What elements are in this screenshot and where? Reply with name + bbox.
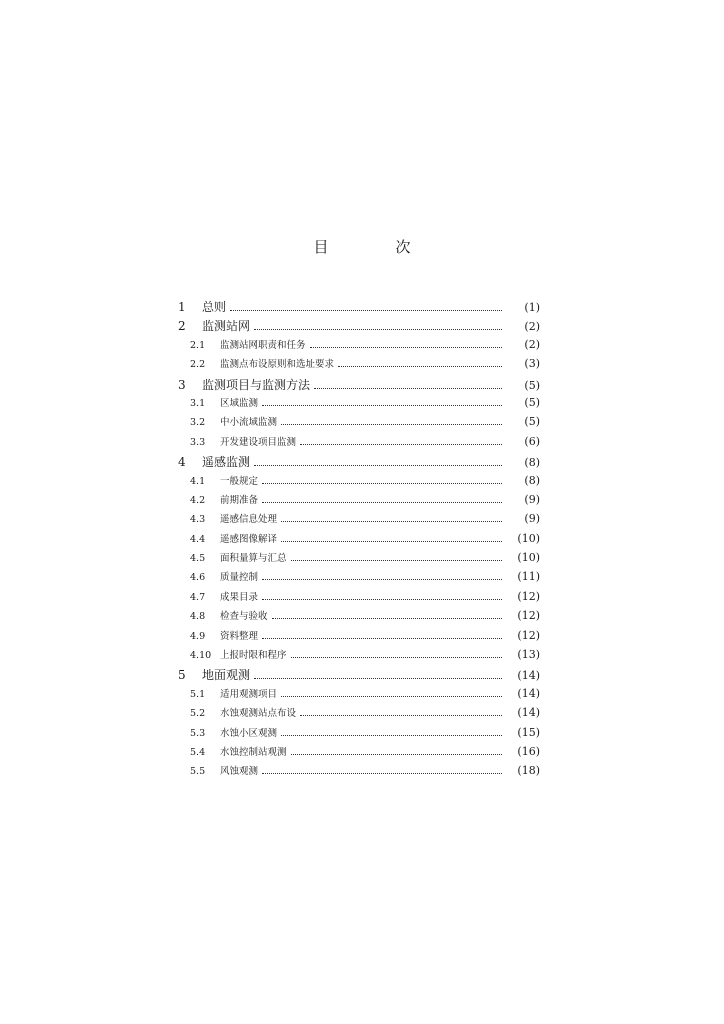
toc-entry[interactable] (178, 608, 540, 627)
toc-entry[interactable] (178, 647, 540, 666)
table-of-contents (178, 298, 540, 783)
toc-entry-label: 地面观测 (202, 668, 251, 683)
toc-entry-label: 监测站网 (202, 319, 251, 334)
toc-entry-page: (12) (517, 628, 540, 642)
toc-entry-label: 总则 (202, 300, 227, 314)
toc-dot-leader (281, 735, 502, 736)
toc-entry-label: 中小流域监测 (220, 417, 278, 429)
toc-entry-label: 监测项目与监测方法 (202, 377, 311, 392)
toc-entry-page: (5) (524, 378, 540, 392)
toc-entry-page: (5) (524, 415, 540, 429)
toc-dot-leader (300, 715, 502, 716)
toc-entry-page: (3) (524, 357, 540, 371)
toc-dot-leader (281, 696, 502, 697)
toc-dot-leader (262, 483, 502, 484)
toc-dot-leader (254, 678, 502, 679)
toc-entry-page: (14) (517, 686, 540, 700)
toc-entry-number: 4.10 (190, 650, 212, 662)
toc-entry-page: (2) (524, 320, 540, 334)
toc-entry-label: 适用观测项目 (220, 688, 278, 700)
toc-entry-label: 质量控制 (220, 572, 259, 584)
toc-entry-number: 3.1 (190, 397, 206, 409)
toc-entry-page: (10) (517, 551, 540, 565)
toc-entry-number: 4.1 (190, 475, 206, 487)
toc-entry-page: (10) (517, 531, 540, 545)
toc-dot-leader (291, 560, 502, 561)
toc-dot-leader (281, 521, 502, 522)
toc-entry-number: 5.5 (190, 766, 206, 778)
toc-entry[interactable] (178, 317, 540, 336)
toc-dot-leader (262, 599, 502, 600)
toc-entry-page: (8) (524, 473, 540, 487)
toc-entry-page: (16) (517, 744, 540, 758)
toc-entry[interactable] (178, 763, 540, 782)
toc-entry[interactable] (178, 705, 540, 724)
toc-entry[interactable] (178, 298, 540, 317)
toc-entry[interactable] (178, 686, 540, 705)
toc-entry[interactable] (178, 666, 540, 685)
toc-entry[interactable] (178, 511, 540, 530)
toc-entry-page: (11) (517, 570, 540, 584)
toc-entry-page: (9) (524, 512, 540, 526)
toc-entry[interactable] (178, 725, 540, 744)
toc-entry-number: 3 (178, 377, 186, 392)
toc-dot-leader (262, 579, 502, 580)
toc-entry-label: 监测站网职责和任务 (220, 339, 306, 351)
toc-entry-page: (6) (524, 434, 540, 448)
toc-entry-number: 2 (178, 319, 186, 334)
toc-dot-leader (300, 444, 502, 445)
toc-entry[interactable] (178, 744, 540, 763)
toc-entry-number: 4 (178, 455, 186, 470)
toc-entry-number: 4.3 (190, 514, 206, 526)
toc-entry-number: 3.3 (190, 436, 206, 448)
toc-entry-page: (9) (524, 492, 540, 506)
toc-entry-page: (18) (517, 764, 540, 778)
toc-entry-number: 4.5 (190, 553, 206, 565)
toc-entry-label: 前期准备 (220, 494, 259, 506)
toc-entry[interactable] (178, 434, 540, 453)
toc-entry-page: (15) (517, 725, 540, 739)
toc-dot-leader (310, 347, 502, 348)
toc-entry-number: 2.2 (190, 359, 206, 371)
toc-dot-leader (230, 310, 502, 311)
toc-entry[interactable] (178, 569, 540, 588)
toc-entry[interactable] (178, 395, 540, 414)
toc-entry-label: 检查与验收 (220, 611, 268, 623)
toc-entry-number: 5.2 (190, 708, 206, 720)
toc-entry-label: 风蚀观测 (220, 766, 259, 778)
toc-entry-page: (8) (524, 456, 540, 470)
toc-entry[interactable] (178, 531, 540, 550)
toc-entry-number: 5.4 (190, 746, 206, 758)
toc-dot-leader (262, 502, 502, 503)
toc-entry-label: 水蚀观测站点布设 (220, 708, 297, 720)
toc-entry-page: (5) (524, 395, 540, 409)
toc-entry-number: 4.6 (190, 572, 206, 584)
toc-entry-page: (12) (517, 589, 540, 603)
toc-entry-number: 5.3 (190, 727, 206, 739)
toc-dot-leader (262, 773, 502, 774)
toc-entry[interactable] (178, 376, 540, 395)
toc-entry[interactable] (178, 414, 540, 433)
toc-entry-label: 面积量算与汇总 (220, 553, 287, 565)
toc-entry-number: 1 (178, 300, 186, 314)
toc-entry-number: 4.9 (190, 630, 206, 642)
toc-dot-leader (262, 638, 502, 639)
toc-entry-label: 遥感图像解译 (220, 533, 278, 545)
toc-entry-label: 一般规定 (220, 475, 259, 487)
toc-entry[interactable] (178, 589, 540, 608)
toc-dot-leader (254, 329, 502, 330)
toc-entry-number: 4.2 (190, 494, 206, 506)
toc-entry[interactable] (178, 473, 540, 492)
toc-entry[interactable] (178, 550, 540, 569)
toc-entry-number: 5 (178, 668, 186, 683)
toc-entry-page: (2) (524, 337, 540, 351)
toc-dot-leader (272, 618, 502, 619)
toc-entry-number: 5.1 (190, 688, 206, 700)
toc-entry[interactable] (178, 356, 540, 375)
toc-entry-label: 开发建设项目监测 (220, 436, 297, 448)
toc-dot-leader (291, 657, 502, 658)
toc-entry[interactable] (178, 337, 540, 356)
toc-entry-label: 区域监测 (220, 397, 259, 409)
toc-entry-label: 水蚀控制站观测 (220, 746, 287, 758)
toc-dot-leader (281, 541, 502, 542)
toc-entry-number: 4.8 (190, 611, 206, 623)
toc-entry-label: 成果目录 (220, 591, 259, 603)
toc-entry-label: 遥感监测 (202, 455, 251, 470)
toc-entry[interactable] (178, 492, 540, 511)
toc-entry-label: 资料整理 (220, 630, 259, 642)
toc-entry-label: 监测点布设原则和选址要求 (220, 359, 335, 371)
toc-entry-page: (14) (517, 706, 540, 720)
toc-dot-leader (262, 405, 502, 406)
toc-entry-label: 水蚀小区观测 (220, 727, 278, 739)
toc-entry-number: 4.7 (190, 591, 206, 603)
toc-dot-leader (291, 754, 502, 755)
toc-entry-page: (14) (517, 669, 540, 683)
toc-entry-number: 3.2 (190, 417, 206, 429)
toc-entry-page: (1) (524, 301, 540, 314)
toc-dot-leader (338, 366, 502, 367)
toc-entry-page: (13) (517, 648, 540, 662)
toc-entry[interactable] (178, 453, 540, 472)
page-title: 目 次 (313, 238, 437, 256)
toc-entry-number: 4.4 (190, 533, 206, 545)
toc-entry-label: 遥感信息处理 (220, 514, 278, 526)
toc-dot-leader (254, 465, 502, 466)
toc-entry-label: 上报时限和程序 (220, 650, 287, 662)
toc-entry-number: 2.1 (190, 339, 206, 351)
toc-entry[interactable] (178, 628, 540, 647)
toc-dot-leader (314, 388, 502, 389)
toc-entry-page: (12) (517, 609, 540, 623)
toc-dot-leader (281, 424, 502, 425)
